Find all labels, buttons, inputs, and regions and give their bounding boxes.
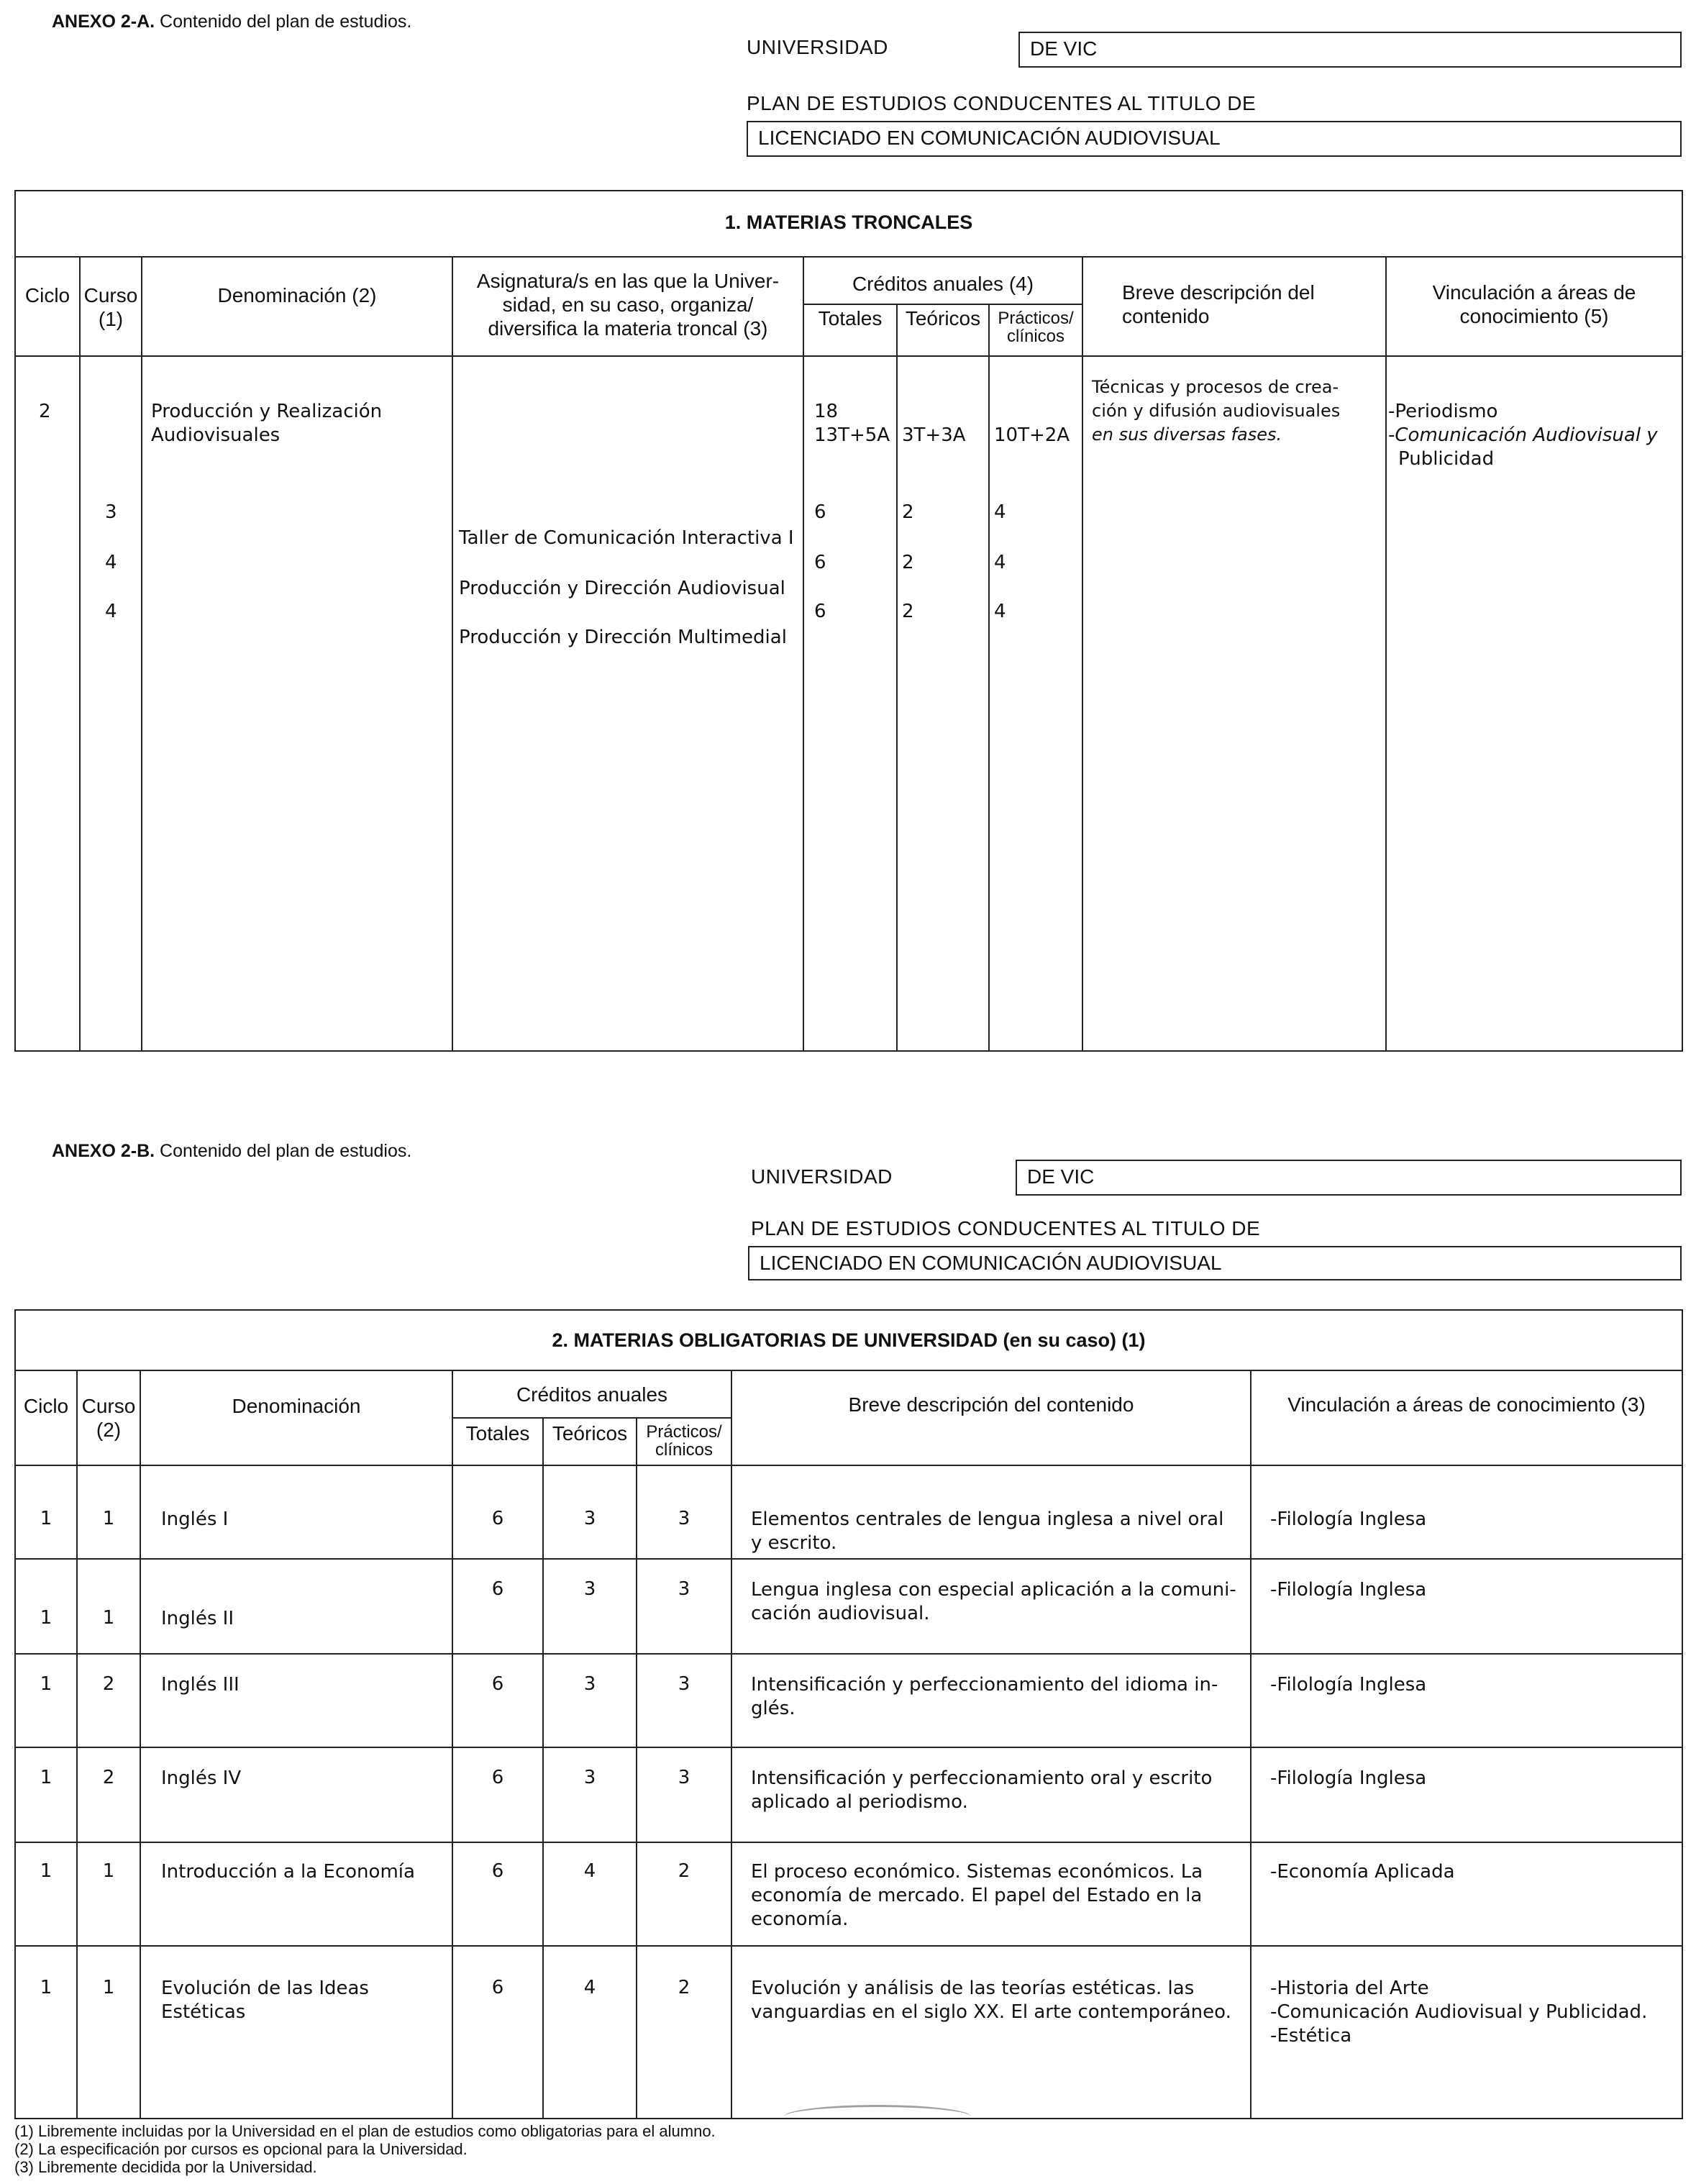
row-descripcion: Técnicas y procesos de crea- ción y difusión audiovisuales en sus diversas fases. bbox=[1092, 377, 1341, 445]
annex-b-university-value: DE VIC bbox=[1016, 1160, 1682, 1196]
table-row-teoricos: 3 bbox=[583, 1767, 596, 1788]
table-row-descripcion: Intensificación y perfeccionamiento oral y escrito aplicado al periodismo. bbox=[751, 1767, 1213, 1813]
annex-a-university-label: UNIVERSIDAD bbox=[747, 36, 888, 58]
table-row-curso: 2 bbox=[102, 1673, 115, 1695]
header-vinculacion: Vinculación a áreas de conocimiento (3) bbox=[1287, 1393, 1646, 1416]
annex-b-heading: ANEXO 2-B. Contenido del plan de estudios. bbox=[52, 1141, 412, 1161]
subrow-asignatura: Producción y Dirección Multimedial bbox=[459, 627, 787, 648]
table-row-denominacion: Inglés III bbox=[161, 1674, 240, 1696]
header-denominacion: Denominación bbox=[232, 1395, 361, 1417]
table-row-ciclo: 1 bbox=[40, 1767, 53, 1788]
header-curso: Curso (1) bbox=[83, 284, 138, 330]
table-row-practicos: 3 bbox=[678, 1673, 690, 1695]
table-row-teoricos: 4 bbox=[583, 1860, 596, 1882]
subrow-totales: 6 bbox=[814, 501, 826, 523]
subrow-curso: 3 bbox=[105, 501, 117, 523]
subrow-asignatura: Taller de Comunicación Interactiva I bbox=[459, 527, 794, 549]
header-totales: Totales bbox=[465, 1422, 530, 1444]
table-row-curso: 1 bbox=[102, 1508, 115, 1529]
row-ciclo: 2 bbox=[39, 401, 51, 422]
header-ciclo: Ciclo bbox=[23, 1395, 69, 1417]
table-row-denominacion: Inglés I bbox=[161, 1509, 229, 1530]
table-row-practicos: 2 bbox=[678, 1860, 690, 1882]
annex-b-degree-value: LICENCIADO EN COMUNICACIÓN AUDIOVISUAL bbox=[748, 1246, 1682, 1280]
table-row-teoricos: 4 bbox=[583, 1977, 596, 1998]
table-row-vinculacion: -Filología Inglesa bbox=[1270, 1579, 1427, 1601]
table-row-practicos: 2 bbox=[678, 1977, 690, 1998]
table-row-ciclo: 1 bbox=[40, 1673, 53, 1695]
row-totales: 18 13T+5A bbox=[814, 401, 890, 446]
footnotes: (1) Libremente incluidas por la Universidad en el plan de estudios como obligatorias para el alumno. (2) La especificación por cursos es opcional para la Universidad. (3) Libremente decidida por la Universidad. bbox=[14, 2122, 716, 2176]
subrow-curso: 4 bbox=[105, 552, 117, 573]
table-row-vinculacion: -Filología Inglesa bbox=[1270, 1509, 1427, 1530]
table-row-totales: 6 bbox=[491, 1977, 504, 1998]
row-practicos: 10T+2A bbox=[994, 424, 1070, 446]
row-denominacion: Producción y Realización Audiovisuales bbox=[151, 401, 383, 446]
table-row-ciclo: 1 bbox=[40, 1607, 53, 1629]
annex-b-table bbox=[14, 1309, 1683, 2119]
subrow-curso: 4 bbox=[105, 601, 117, 622]
table-row-practicos: 3 bbox=[678, 1508, 690, 1529]
header-asignatura: Asignatura/s en las que la Univer- sidad, en su caso, organiza/ diversifica la materia troncal (3) bbox=[476, 270, 780, 340]
table-row-descripcion: El proceso económico. Sistemas económicos. La economía de mercado. El papel del Estado en la economía. bbox=[751, 1861, 1203, 1930]
header-totales: Totales bbox=[818, 307, 883, 329]
header-practicos: Prácticos/ clínicos bbox=[998, 309, 1074, 346]
table-row-teoricos: 3 bbox=[583, 1578, 596, 1600]
annex-a-university-value: DE VIC bbox=[1018, 32, 1682, 68]
table-row-curso: 2 bbox=[102, 1767, 115, 1788]
header-descripcion: Breve descripción del contenido bbox=[848, 1393, 1134, 1416]
table-row-descripcion: Lengua inglesa con especial aplicación a la comuni-cación audiovisual. bbox=[751, 1579, 1236, 1624]
header-descripcion: Breve descripción del contenido bbox=[1122, 281, 1315, 327]
header-ciclo: Ciclo bbox=[24, 284, 70, 306]
annex-a-heading: ANEXO 2-A. Contenido del plan de estudios. bbox=[52, 12, 412, 32]
table-row-curso: 1 bbox=[102, 1860, 115, 1882]
table-row-denominacion: Inglés IV bbox=[161, 1767, 242, 1789]
header-creditos: Créditos anuales bbox=[516, 1383, 668, 1406]
table-row-ciclo: 1 bbox=[40, 1977, 53, 1998]
seal-stamp bbox=[784, 2105, 971, 2129]
subrow-teoricos: 2 bbox=[902, 501, 914, 523]
table-row-denominacion: Evolución de las Ideas Estéticas bbox=[161, 1978, 369, 2023]
annex-b-plan-label: PLAN DE ESTUDIOS CONDUCENTES AL TITULO DE bbox=[751, 1217, 1261, 1239]
header-curso: Curso (2) bbox=[81, 1395, 136, 1441]
table-row-totales: 6 bbox=[491, 1860, 504, 1882]
subrow-teoricos: 2 bbox=[902, 552, 914, 573]
subrow-practicos: 4 bbox=[994, 552, 1006, 573]
header-denominacion: Denominación (2) bbox=[217, 284, 377, 306]
table-row-vinculacion: -Economía Aplicada bbox=[1270, 1861, 1455, 1883]
annex-b-university-label: UNIVERSIDAD bbox=[751, 1165, 893, 1188]
header-practicos: Prácticos/ clínicos bbox=[646, 1422, 722, 1460]
header-creditos: Créditos anuales (4) bbox=[852, 273, 1034, 295]
table-row-denominacion: Introducción a la Economía bbox=[161, 1861, 415, 1883]
table-row-vinculacion: -Historia del Arte -Comunicación Audiovisual y Publicidad. -Estética bbox=[1270, 1978, 1648, 2047]
table-row-descripcion: Elementos centrales de lengua inglesa a nivel oral y escrito. bbox=[751, 1509, 1224, 1554]
table-row-totales: 6 bbox=[491, 1508, 504, 1529]
table-row-ciclo: 1 bbox=[40, 1508, 53, 1529]
table-row-vinculacion: -Filología Inglesa bbox=[1270, 1674, 1427, 1696]
table-row-vinculacion: -Filología Inglesa bbox=[1270, 1767, 1427, 1789]
subrow-asignatura: Producción y Dirección Audiovisual bbox=[459, 578, 785, 599]
subrow-practicos: 4 bbox=[994, 601, 1006, 622]
row-teoricos: 3T+3A bbox=[902, 424, 966, 446]
table-row-curso: 1 bbox=[102, 1977, 115, 1998]
table-row-totales: 6 bbox=[491, 1673, 504, 1695]
subrow-totales: 6 bbox=[814, 601, 826, 622]
table-row-descripcion: Intensificación y perfeccionamiento del idioma in-glés. bbox=[751, 1674, 1218, 1719]
annex-a-table-title: 1. MATERIAS TRONCALES bbox=[724, 211, 973, 233]
table-row-ciclo: 1 bbox=[40, 1860, 53, 1882]
table-row-totales: 6 bbox=[491, 1767, 504, 1788]
table-row-teoricos: 3 bbox=[583, 1508, 596, 1529]
table-row-curso: 1 bbox=[102, 1607, 115, 1629]
table-row-teoricos: 3 bbox=[583, 1673, 596, 1695]
subrow-practicos: 4 bbox=[994, 501, 1006, 523]
annex-a-plan-label: PLAN DE ESTUDIOS CONDUCENTES AL TITULO DE bbox=[747, 92, 1257, 114]
table-row-practicos: 3 bbox=[678, 1578, 690, 1600]
header-teoricos: Teóricos bbox=[905, 307, 981, 329]
table-row-denominacion: Inglés II bbox=[161, 1608, 234, 1629]
table-row-descripcion: Evolución y análisis de las teorías estéticas. las vanguardias en el siglo XX. El arte contemporáneo. bbox=[751, 1978, 1231, 2023]
subrow-teoricos: 2 bbox=[902, 601, 914, 622]
annex-a-degree-value: LICENCIADO EN COMUNICACIÓN AUDIOVISUAL bbox=[747, 121, 1682, 157]
annex-a-table bbox=[14, 190, 1683, 1052]
table-row-totales: 6 bbox=[491, 1578, 504, 1600]
header-vinculacion: Vinculación a áreas de conocimiento (5) bbox=[1432, 281, 1636, 327]
header-teoricos: Teóricos bbox=[552, 1422, 628, 1444]
row-vinculacion: -Periodismo -Comunicación Audiovisual y Publicidad bbox=[1388, 401, 1658, 470]
annex-b-table-title: 2. MATERIAS OBLIGATORIAS DE UNIVERSIDAD (en su caso) (1) bbox=[552, 1329, 1146, 1351]
table-row-practicos: 3 bbox=[678, 1767, 690, 1788]
subrow-totales: 6 bbox=[814, 552, 826, 573]
